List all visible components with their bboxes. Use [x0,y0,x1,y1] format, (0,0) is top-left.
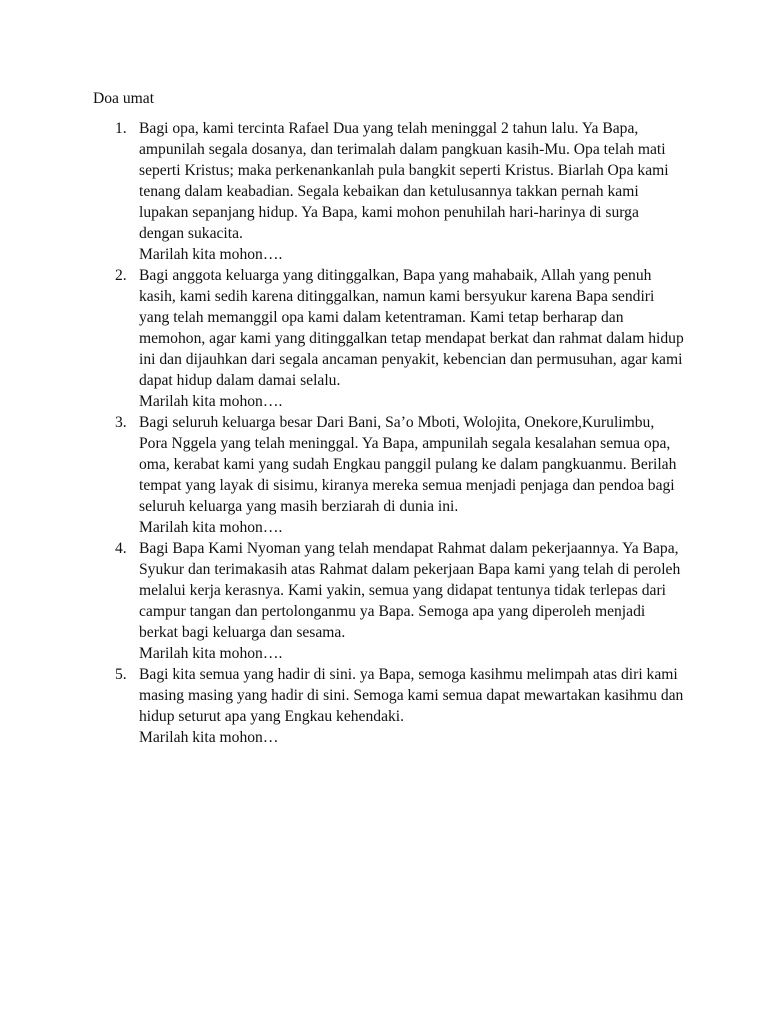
item-closing: Marilah kita mohon…. [139,519,283,536]
document-title: Doa umat [93,90,155,107]
prayer-item-4 [115,538,684,664]
prayer-item-3 [115,412,684,538]
prayer-item-2 [115,265,684,412]
item-number: 2. [115,267,127,284]
item-number: 4. [115,540,127,557]
prayer-list [115,118,684,748]
item-closing: Marilah kita mohon…. [139,393,283,410]
item-closing: Marilah kita mohon… [139,729,279,746]
prayer-item-5 [115,664,684,748]
prayer-item-1 [115,118,684,265]
item-text: Bagi anggota keluarga yang ditinggalkan, Bapa yang mahabaik, Allah yang penuh kasih, kami sedih karena ditinggalkan, namun kami bersyukur karena Bapa sendiri yang telah memanggil opa kami dalam ketentraman. Kami tetap berharap dan memohon, agar kami yang ditinggalkan tetap mendapat berkat dan rahmat dalam hidup ini dan dijauhkan dari segala ancaman penyakit, kebencian dan permusuhan, agar kami dapat hidup dalam damai selalu. [139,267,684,389]
item-closing: Marilah kita mohon…. [139,246,283,263]
item-text: Bagi Bapa Kami Nyoman yang telah mendapat Rahmat dalam pekerjaannya. Ya Bapa, Syukur dan terimakasih atas Rahmat dalam pekerjaan Bapa kami yang telah di peroleh melalui kerja kerasnya. Kami yakin, semua yang didapat tentunya tidak terlepas dari campur tangan dan pertolonganmu ya Bapa. Semoga apa yang diperoleh menjadi berkat bagi keluarga dan sesama. [139,540,681,641]
item-text: Bagi kita semua yang hadir di sini. ya Bapa, semoga kasihmu melimpah atas diri kami masing masing yang hadir di sini. Semoga kami semua dapat mewartakan kasihmu dan hidup seturut apa yang Engkau kehendaki. [139,666,684,725]
item-number: 3. [115,414,127,431]
item-closing: Marilah kita mohon…. [139,645,283,662]
item-number: 5. [115,666,127,683]
item-text: Bagi opa, kami tercinta Rafael Dua yang telah meninggal 2 tahun lalu. Ya Bapa, ampunilah segala dosanya, dan terimalah dalam pangkuan kasih-Mu. Opa telah mati seperti Kristus; maka perkenankanlah pula bangkit seperti Kristus. Biarlah Opa kami tenang dalam keabadian. Segala kebaikan dan ketulusannya takkan pernah kami lupakan sepanjang hidup. Ya Bapa, kami mohon penuhilah hari-harinya di surga dengan sukacita. [139,120,669,242]
item-number: 1. [115,120,127,137]
item-text: Bagi seluruh keluarga besar Dari Bani, Sa’o Mboti, Wolojita, Onekore,Kurulimbu, Pora Nggela yang telah meninggal. Ya Bapa, ampunilah segala kesalahan semua opa, oma, kerabat kami yang sudah Engkau panggil pulang ke dalam pangkuanmu. Berilah tempat yang layak di sisimu, kiranya mereka semua menjadi penjaga dan pendoa bagi seluruh keluarga yang masih berziarah di dunia ini. [139,414,677,515]
